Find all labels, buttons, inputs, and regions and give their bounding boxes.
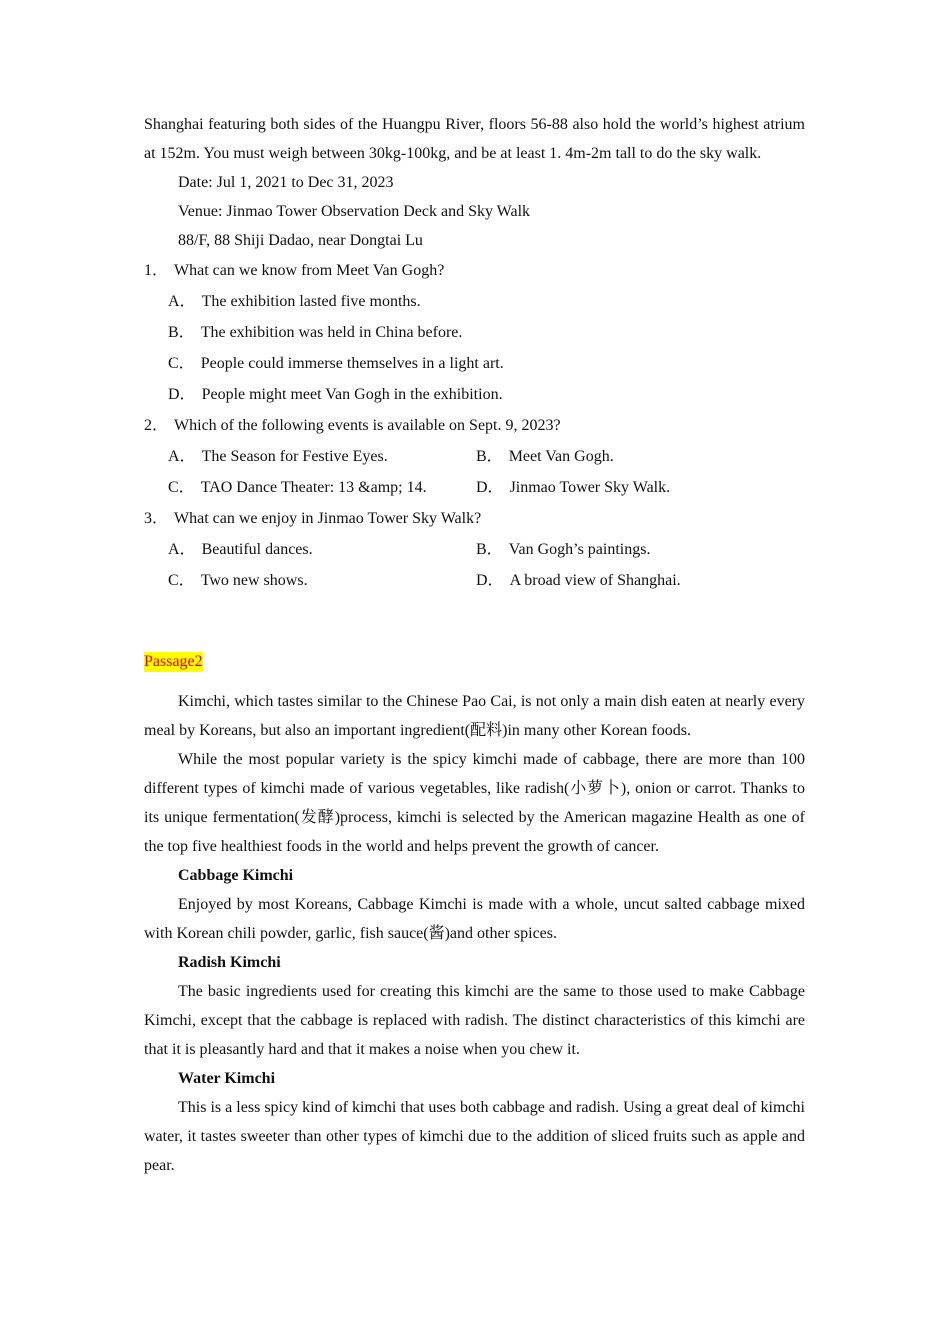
question-number: 2． (144, 417, 169, 434)
option-c: C． TAO Dance Theater: 13 &amp; 14. (168, 479, 427, 496)
section-heading-water-kimchi: Water Kimchi (178, 1070, 276, 1087)
section-body-water-kimchi: This is a less spicy kind of kimchi that uses both cabbage and radish. Using a great deal of kimchi water, it tastes sweeter than other types of kimchi due to the addition of sliced fruits such as apple and pear. (144, 1099, 805, 1174)
question-1 (144, 255, 805, 410)
question-2 (144, 410, 805, 503)
section-body-radish-kimchi: The basic ingredients used for creating this kimchi are the same to those used to make Cabbage Kimchi, except that the cabbage is replaced with radish. The distinct characteristics of this kimchi are that it is pleasantly hard and that it makes a noise when you chew it. (144, 983, 805, 1058)
document-page (144, 110, 805, 1180)
question-text: What can we enjoy in Jinmao Tower Sky Walk? (174, 510, 482, 527)
passage1-paragraph: Shanghai featuring both sides of the Huangpu River, floors 56-88 also hold the world’s highest atrium at 152m. You must weigh between 30kg-100kg, and be at least 1. 4m-2m tall to do the sky walk. (144, 116, 805, 162)
event-address: 88/F, 88 Shiji Dadao, near Dongtai Lu (178, 232, 423, 249)
question-text: Which of the following events is available on Sept. 9, 2023? (174, 417, 561, 434)
option-b: B． The exhibition was held in China before. (168, 324, 463, 341)
passage2-paragraph-1: Kimchi, which tastes similar to the Chinese Pao Cai, is not only a main dish eaten at nearly every meal by Koreans, but also an important ingredient(配料)in many other Korean foods. (144, 693, 805, 739)
option-a: A． The Season for Festive Eyes. (168, 448, 388, 465)
option-d: D． People might meet Van Gogh in the exhibition. (168, 386, 503, 403)
option-c: C． People could immerse themselves in a light art. (168, 355, 504, 372)
section-body-cabbage-kimchi: Enjoyed by most Koreans, Cabbage Kimchi is made with a whole, uncut salted cabbage mixed with Korean chili powder, garlic, fish sauce(酱)and other spices. (144, 896, 805, 942)
option-d: D． Jinmao Tower Sky Walk. (476, 479, 671, 496)
option-b: B． Meet Van Gogh. (476, 448, 614, 465)
question-text: What can we know from Meet Van Gogh? (174, 262, 445, 279)
section-heading-radish-kimchi: Radish Kimchi (178, 954, 281, 971)
question-number: 1． (144, 262, 169, 279)
event-date: Date: Jul 1, 2021 to Dec 31, 2023 (178, 174, 394, 191)
option-b: B． Van Gogh’s paintings. (476, 541, 651, 558)
option-a: A． The exhibition lasted five months. (168, 293, 421, 310)
question-number: 3． (144, 510, 169, 527)
event-venue: Venue: Jinmao Tower Observation Deck and Sky Walk (178, 203, 531, 220)
question-3 (144, 503, 805, 596)
option-a: A． Beautiful dances. (168, 541, 313, 558)
passage-2-label: Passage2 (144, 653, 203, 670)
option-d: D． A broad view of Shanghai. (476, 572, 681, 589)
option-c: C． Two new shows. (168, 572, 308, 589)
passage2-paragraph-2: While the most popular variety is the spicy kimchi made of cabbage, there are more than 100 different types of kimchi made of various vegetables, like radish(小萝卜), onion or carrot. Thanks to its unique fermentation(发酵)process, kimchi is selected by the American magazine Health as one of the top five healthiest foods in the world and helps prevent the growth of cancer. (144, 751, 805, 855)
section-heading-cabbage-kimchi: Cabbage Kimchi (178, 867, 294, 884)
